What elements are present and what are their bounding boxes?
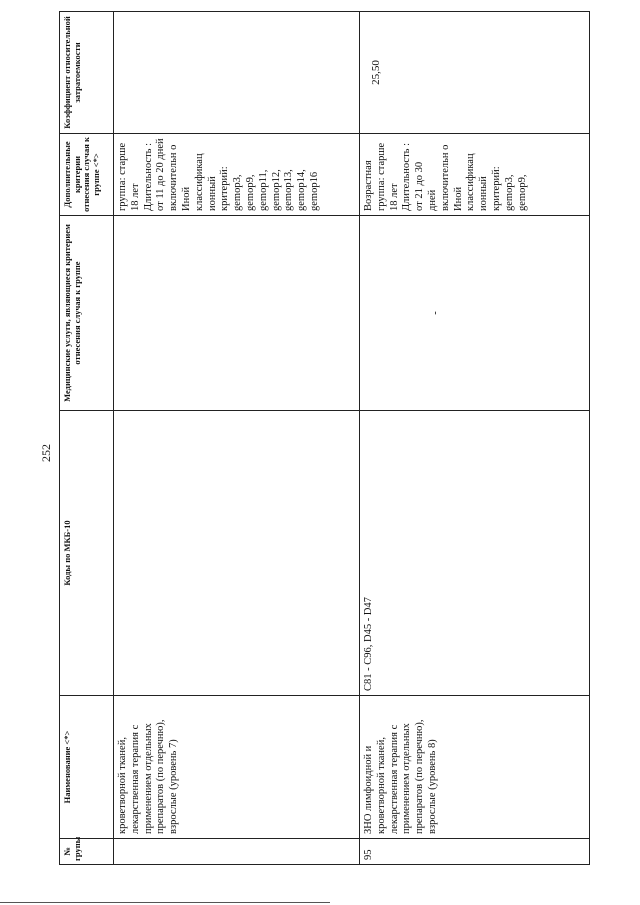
footer-rule (0, 902, 330, 903)
cell-services (114, 216, 360, 411)
header-mkb: Коды по МКБ-10 (60, 411, 114, 696)
cell-mkb: C81 - C96, D45 - D47 (360, 411, 590, 696)
cell-coefficient: 25,50 (360, 12, 590, 134)
header-name: Наименование <*> (60, 696, 114, 839)
cell-num: 95 (360, 839, 590, 865)
cell-mkb (114, 411, 360, 696)
header-coefficient: Коэффициент относительной затратоемкости (60, 12, 114, 134)
cell-additional: Возрастная группа: старше 18 лет Длительность : от 21 до 30 дней включительн о Иной классификац ионный критерий: gemop3, gemop9, (360, 134, 590, 216)
table-row (114, 12, 360, 865)
header-additional: Дополнительные критерии отнесения случая к группе <*> (60, 134, 114, 216)
cell-coefficient (114, 12, 360, 134)
cell-name: кроветворной тканей, лекарственная терапия с применением отдельных препаратов (по перечню), взрослые (уровень 7) (114, 696, 360, 839)
tariff-table (59, 11, 590, 865)
cell-services: - (360, 216, 590, 411)
rotated-table-frame (59, 12, 589, 865)
page-number: 252 (38, 444, 53, 462)
cell-name: ЗНО лимфоидной и кроветворной тканей, лекарственная терапия с применением отдельных препаратов (по перечню), взрослые (уровень 8) (360, 696, 590, 839)
cell-additional: группа: старше 18 лет Длительность : от 11 до 20 дней включительн о Иной классификац ионный критерий: gemop3, gemop9, gemop11, gemop12, gemop13, gemop14, gemop16 (114, 134, 360, 216)
header-num: № групы (60, 839, 114, 865)
table-row (360, 12, 590, 865)
table-header-row (60, 12, 114, 865)
header-services: Медицинские услуги, являющиеся критерием отнесения случая к группе (60, 216, 114, 411)
cell-num (114, 839, 360, 865)
